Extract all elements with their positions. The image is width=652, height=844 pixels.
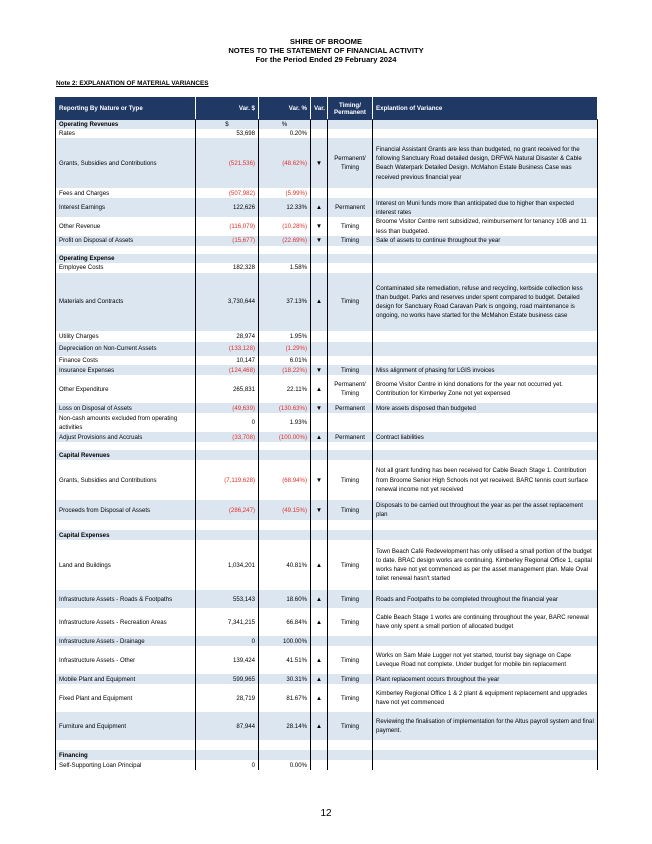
explanation: More assets disposed than budgeted [373, 403, 598, 413]
section-row [56, 450, 598, 460]
var-percent: 66.84% [259, 608, 311, 636]
var-percent: 18.60% [259, 590, 311, 608]
down-arrow-icon: ▼ [311, 365, 328, 375]
empty-cell [311, 342, 328, 356]
timing: Timing [328, 217, 373, 235]
table-row [56, 500, 598, 520]
section-label: Capital Revenues [56, 450, 196, 460]
variance-table [55, 97, 598, 770]
empty-cell [328, 520, 373, 530]
timing [328, 263, 373, 273]
table-row [56, 236, 598, 246]
var-dollar: (507,982) [196, 188, 259, 198]
var-dollar: 28,974 [196, 331, 259, 342]
empty-cell [311, 246, 328, 254]
empty-cell [328, 450, 373, 460]
explanation [373, 331, 598, 342]
col-header-type: Reporting By Nature or Type [56, 98, 196, 120]
empty-cell [311, 760, 328, 770]
table-row [56, 356, 598, 365]
var-dollar: 553,143 [196, 590, 259, 608]
empty-cell [373, 450, 598, 460]
explanation: Plant replacement occurs throughout the year [373, 674, 598, 684]
timing [328, 760, 373, 770]
explanation: Miss alignment of phasing for LGIS invoices [373, 365, 598, 375]
timing [328, 188, 373, 198]
empty-cell [196, 442, 259, 450]
empty-cell [328, 120, 373, 130]
var-percent: (22.69%) [259, 236, 311, 246]
empty-cell [56, 442, 196, 450]
timing: Permanent [328, 403, 373, 413]
timing: Permanent/ Timing [328, 375, 373, 403]
row-label: Proceeds from Disposal of Assets [56, 500, 196, 520]
note-title: Note 2: EXPLANATION OF MATERIAL VARIANCES [56, 80, 209, 87]
empty-cell [259, 442, 311, 450]
row-label: Fixed Plant and Equipment [56, 684, 196, 712]
report-title: NOTES TO THE STATEMENT OF FINANCIAL ACTIVITY [228, 46, 424, 55]
row-label: Profit on Disposal of Assets [56, 236, 196, 246]
table-row [56, 365, 598, 375]
down-arrow-icon: ▼ [311, 236, 328, 246]
var-dollar: (15,677) [196, 236, 259, 246]
empty-cell [259, 740, 311, 750]
row-label: Employee Costs [56, 263, 196, 273]
table-row [56, 188, 598, 198]
explanation: Works on Sam Male Lugger not yet started, tourist bay signage on Cape Leveque Road not complete. Under budget for mobile bin replacement [373, 646, 598, 674]
row-label: Infrastructure Assets - Roads & Footpaths [56, 590, 196, 608]
row-label: Land and Buildings [56, 540, 196, 590]
var-percent: 1.95% [259, 331, 311, 342]
section-label: Financing [56, 750, 196, 760]
empty-cell [373, 246, 598, 254]
timing: Timing [328, 684, 373, 712]
empty-cell [328, 254, 373, 263]
var-dollar: (49,639) [196, 403, 259, 413]
unit-dollar: $ [196, 120, 259, 130]
org-name: SHIRE OF BROOME [289, 37, 363, 46]
table-row [56, 138, 598, 188]
table-row [56, 608, 598, 636]
down-arrow-icon: ▼ [311, 138, 328, 188]
empty-cell [311, 450, 328, 460]
empty-cell [373, 750, 598, 760]
unit-percent [259, 750, 311, 760]
section-label: Operating Revenues [56, 120, 196, 130]
table-row [56, 460, 598, 500]
unit-dollar [196, 450, 259, 460]
var-percent: 28.14% [259, 712, 311, 740]
row-label: Adjust Provisions and Accruals [56, 432, 196, 442]
table-row [56, 403, 598, 413]
col-header-timing: Timing/ Permanent [328, 98, 373, 120]
empty-cell [311, 530, 328, 540]
table-row [56, 432, 598, 442]
var-percent: 37.13% [259, 273, 311, 331]
timing: Timing [328, 646, 373, 674]
empty-cell [311, 413, 328, 432]
empty-cell [311, 254, 328, 263]
timing: Timing [328, 674, 373, 684]
empty-cell [311, 750, 328, 760]
table-row [56, 198, 598, 217]
empty-cell [373, 120, 598, 130]
up-arrow-icon: ▲ [311, 684, 328, 712]
spacer-row [56, 520, 598, 530]
empty-cell [259, 246, 311, 254]
row-label: Other Revenue [56, 217, 196, 235]
explanation: Cable Beach Stage 1 works are continuing throughout the year, BARC renewal have only spent a small portion of allocated budget [373, 608, 598, 636]
timing: Timing [328, 712, 373, 740]
empty-cell [56, 246, 196, 254]
var-percent: 40.81% [259, 540, 311, 590]
row-label: Finance Costs [56, 356, 196, 365]
var-dollar: 10,147 [196, 356, 259, 365]
timing: Permanent [328, 198, 373, 217]
var-percent: 0.00% [259, 760, 311, 770]
var-dollar: 87,944 [196, 712, 259, 740]
table-row [56, 540, 598, 590]
row-label: Insurance Expenses [56, 365, 196, 375]
empty-cell [196, 740, 259, 750]
up-arrow-icon: ▲ [311, 375, 328, 403]
timing: Timing [328, 590, 373, 608]
unit-percent: % [259, 120, 311, 130]
var-dollar: 265,831 [196, 375, 259, 403]
empty-cell [56, 520, 196, 530]
unit-dollar [196, 750, 259, 760]
row-label: Infrastructure Assets - Drainage [56, 636, 196, 646]
table-row [56, 273, 598, 331]
var-dollar: (133,128) [196, 342, 259, 356]
timing: Timing [328, 365, 373, 375]
var-percent: 6.01% [259, 356, 311, 365]
timing: Permanent [328, 432, 373, 442]
explanation: Kimberley Regional Office 1 & 2 plant & equipment replacement and upgrades have not yet commenced [373, 684, 598, 712]
explanation [373, 413, 598, 432]
spacer-row [56, 442, 598, 450]
row-label: Loss on Disposal of Assets [56, 403, 196, 413]
table-row [56, 217, 598, 235]
explanation [373, 760, 598, 770]
explanation [373, 188, 598, 198]
var-percent: 0.20% [259, 129, 311, 138]
var-dollar: 0 [196, 760, 259, 770]
var-percent: (1.29%) [259, 342, 311, 356]
up-arrow-icon: ▲ [311, 432, 328, 442]
empty-cell [311, 263, 328, 273]
empty-cell [311, 740, 328, 750]
timing [328, 356, 373, 365]
explanation [373, 129, 598, 138]
empty-cell [259, 520, 311, 530]
up-arrow-icon: ▲ [311, 198, 328, 217]
timing: Timing [328, 460, 373, 500]
col-header-var-dollar: Var. $ [196, 98, 259, 120]
explanation [373, 636, 598, 646]
var-dollar: 599,965 [196, 674, 259, 684]
up-arrow-icon: ▲ [311, 674, 328, 684]
empty-cell [328, 442, 373, 450]
empty-cell [373, 254, 598, 263]
var-dollar: 0 [196, 636, 259, 646]
empty-cell [311, 636, 328, 646]
explanation: Financial Assistant Grants are less than budgeted, no grant received for the following Sanctuary Road detailed design, DRFWA Natural Disaster & Cable Beach Waterpark Detailed Design. McMahon Estate Business Case was received previous financial year [373, 138, 598, 188]
section-row [56, 120, 598, 130]
table-row [56, 413, 598, 432]
down-arrow-icon: ▼ [311, 460, 328, 500]
up-arrow-icon: ▲ [311, 273, 328, 331]
unit-dollar [196, 530, 259, 540]
empty-cell [196, 520, 259, 530]
var-percent: (18.22%) [259, 365, 311, 375]
unit-percent [259, 450, 311, 460]
var-percent: 12.33% [259, 198, 311, 217]
timing: Timing [328, 273, 373, 331]
row-label: Mobile Plant and Equipment [56, 674, 196, 684]
var-dollar: (521,536) [196, 138, 259, 188]
var-dollar: 182,328 [196, 263, 259, 273]
empty-cell [328, 750, 373, 760]
timing [328, 342, 373, 356]
table-row [56, 331, 598, 342]
table-row [56, 636, 598, 646]
explanation [373, 342, 598, 356]
up-arrow-icon: ▲ [311, 712, 328, 740]
unit-dollar [196, 254, 259, 263]
empty-cell [311, 356, 328, 365]
var-dollar: 1,034,201 [196, 540, 259, 590]
row-label: Depreciation on Non-Current Assets [56, 342, 196, 356]
explanation [373, 263, 598, 273]
explanation: Not all grant funding has been received for Cable Beach Stage 1. Contribution from Broome Senior High Schools not yet received. BARC tennis court surface renewal income not yet received [373, 460, 598, 500]
var-dollar: 53,698 [196, 129, 259, 138]
empty-cell [328, 740, 373, 750]
var-percent: (10.28%) [259, 217, 311, 235]
col-header-var-indicator: Var. [311, 98, 328, 120]
empty-cell [328, 246, 373, 254]
section-label: Operating Expense [56, 254, 196, 263]
row-label: Utility Charges [56, 331, 196, 342]
unit-percent [259, 254, 311, 263]
var-percent: 1.58% [259, 263, 311, 273]
explanation: Roads and Footpaths to be completed throughout the financial year [373, 590, 598, 608]
up-arrow-icon: ▲ [311, 590, 328, 608]
table-row [56, 646, 598, 674]
var-percent: 22.11% [259, 375, 311, 403]
timing [328, 331, 373, 342]
table-body [56, 120, 598, 771]
timing: Timing [328, 608, 373, 636]
empty-cell [311, 188, 328, 198]
var-percent: (100.00%) [259, 432, 311, 442]
var-dollar: 28,719 [196, 684, 259, 712]
up-arrow-icon: ▲ [311, 608, 328, 636]
row-label: Furniture and Equipment [56, 712, 196, 740]
table-row [56, 590, 598, 608]
var-dollar: 122,626 [196, 198, 259, 217]
explanation: Town Beach Café Redevelopment has only utilised a small portion of the budget to date. BRAC design works are continuing. Kimberley Regional Office 1, capital works have not yet commenced as per the asset management plan. Male Oval toilet renewal hasn't started [373, 540, 598, 590]
timing [328, 129, 373, 138]
row-label: Infrastructure Assets - Other [56, 646, 196, 674]
var-percent: 30.31% [259, 674, 311, 684]
table-row [56, 760, 598, 770]
table-row [56, 263, 598, 273]
var-percent: (68.94%) [259, 460, 311, 500]
row-label: Self-Supporting Loan Principal [56, 760, 196, 770]
table-row [56, 674, 598, 684]
var-dollar: (286,247) [196, 500, 259, 520]
table-row [56, 712, 598, 740]
var-dollar: (124,468) [196, 365, 259, 375]
timing: Permanent/ Timing [328, 138, 373, 188]
row-label: Other Expenditure [56, 375, 196, 403]
up-arrow-icon: ▲ [311, 646, 328, 674]
down-arrow-icon: ▼ [311, 217, 328, 235]
col-header-var-percent: Var. % [259, 98, 311, 120]
row-label: Infrastructure Assets - Recreation Areas [56, 608, 196, 636]
empty-cell [196, 246, 259, 254]
explanation [373, 356, 598, 365]
report-period: For the Period Ended 29 February 2024 [255, 55, 397, 64]
explanation: Contract liabilities [373, 432, 598, 442]
empty-cell [373, 740, 598, 750]
table-row [56, 375, 598, 403]
var-dollar: 0 [196, 413, 259, 432]
row-label: Grants, Subsidies and Contributions [56, 460, 196, 500]
table-header-row [56, 98, 598, 120]
var-percent: 81.67% [259, 684, 311, 712]
page-number: 12 [320, 808, 332, 819]
row-label: Non-cash amounts excluded from operating activities [56, 413, 196, 432]
explanation: Reviewing the finalisation of implementation for the Altus payroll system and final payment. [373, 712, 598, 740]
section-row [56, 254, 598, 263]
var-dollar: 139,424 [196, 646, 259, 674]
explanation: Disposals to be carried out throughout the year as per the asset replacement plan [373, 500, 598, 520]
timing: Timing [328, 500, 373, 520]
table-row [56, 684, 598, 712]
var-percent: 100.00% [259, 636, 311, 646]
table-row [56, 342, 598, 356]
timing [328, 636, 373, 646]
var-percent: (49.15%) [259, 500, 311, 520]
var-dollar: 3,730,644 [196, 273, 259, 331]
var-percent: 1.93% [259, 413, 311, 432]
explanation: Contaminated site remediation, refuse and recycling, kerbside collection less than budget. Parks and reserves under spent compared to budget. Detailed design for Sanctuary Road Caravan Park is ongoing, road maintenance is ongoing, no works have started for the McMahon Estate business case [373, 273, 598, 331]
empty-cell [56, 740, 196, 750]
section-label: Capital Expenses [56, 530, 196, 540]
var-percent: (130.63%) [259, 403, 311, 413]
spacer-row [56, 740, 598, 750]
down-arrow-icon: ▼ [311, 500, 328, 520]
explanation: Broome Visitor Centre in kind donations for the year not occurred yet. Contribution for Kimberley Zone not yet expensed [373, 375, 598, 403]
empty-cell [311, 442, 328, 450]
spacer-row [56, 246, 598, 254]
timing [328, 413, 373, 432]
section-row [56, 530, 598, 540]
empty-cell [373, 530, 598, 540]
var-percent: (48.62%) [259, 138, 311, 188]
timing: Timing [328, 540, 373, 590]
var-percent: (5.99%) [259, 188, 311, 198]
empty-cell [311, 331, 328, 342]
explanation: Broome Visitor Centre rent subsidized, reimbursement for tenancy 10B and 11 less than budgeted. [373, 217, 598, 235]
timing: Timing [328, 236, 373, 246]
section-row [56, 750, 598, 760]
explanation: Sale of assets to continue throughout the year [373, 236, 598, 246]
down-arrow-icon: ▼ [311, 403, 328, 413]
var-dollar: 7,341,215 [196, 608, 259, 636]
empty-cell [373, 520, 598, 530]
empty-cell [311, 520, 328, 530]
empty-cell [328, 530, 373, 540]
table-row [56, 129, 598, 138]
empty-cell [311, 129, 328, 138]
col-header-explanation: Explantion of Variance [373, 98, 598, 120]
var-dollar: (33,708) [196, 432, 259, 442]
row-label: Materials and Contracts [56, 273, 196, 331]
explanation: Interest on Muni funds more than anticipated due to higher than expected interest rates [373, 198, 598, 217]
unit-percent [259, 530, 311, 540]
empty-cell [311, 120, 328, 130]
up-arrow-icon: ▲ [311, 540, 328, 590]
row-label: Rates [56, 129, 196, 138]
empty-cell [373, 442, 598, 450]
var-dollar: (116,079) [196, 217, 259, 235]
row-label: Fees and Charges [56, 188, 196, 198]
row-label: Grants, Subsidies and Contributions [56, 138, 196, 188]
row-label: Interest Earnings [56, 198, 196, 217]
var-dollar: (7,119,628) [196, 460, 259, 500]
var-percent: 41.51% [259, 646, 311, 674]
